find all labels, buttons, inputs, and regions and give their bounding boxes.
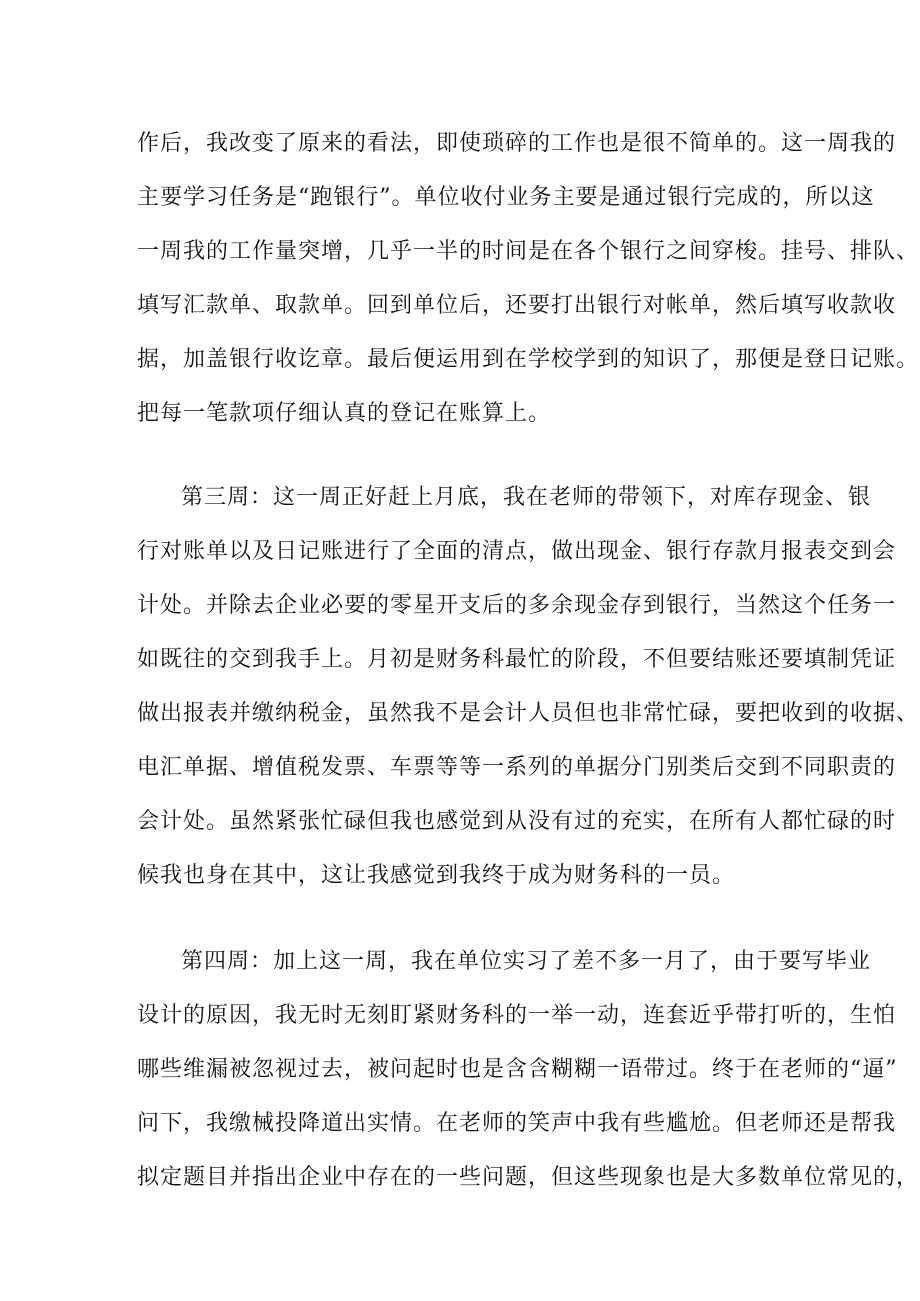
text-line: 作后，我改变了原来的看法，即使琐碎的工作也是很不简单的。这一周我的 — [137, 131, 897, 156]
text-line: 会计处。虽然紧张忙碌但我也感觉到从没有过的充实，在所有人都忙碌的时 — [137, 809, 897, 834]
text-line: 计处。并除去企业必要的零星开支后的多余现金存到银行，当然这个任务一 — [137, 593, 897, 618]
text-line: 候我也身在其中，这让我感觉到我终于成为财务科的一员。 — [137, 863, 736, 888]
text-line: 主要学习任务是“跑银行”。单位收付业务主要是通过银行完成的，所以这 — [137, 185, 875, 210]
text-line: 拟定题目并指出企业中存在的一些问题，但这些现象也是大多数单位常见的， — [137, 1165, 920, 1190]
text-line: 第四周：加上这一周，我在单位实习了差不多一月了，由于要写毕业 — [181, 949, 872, 974]
text-line: 把每一笔款项仔细认真的登记在账算上。 — [137, 401, 552, 426]
text-line: 哪些维漏被忽视过去，被问起时也是含含糊糊一语带过。终于在老师的“逼” — [137, 1057, 898, 1082]
text-line: 设计的原因，我无时无刻盯紧财务科的一举一动，连套近乎带打听的，生怕 — [137, 1003, 897, 1028]
text-line: 问下，我缴械投降道出实情。在老师的笑声中我有些尴尬。但老师还是帮我 — [137, 1111, 897, 1136]
text-line: 电汇单据、增值税发票、车票等等一系列的单据分门别类后交到不同职责的 — [137, 755, 897, 780]
text-line: 一周我的工作量突增，几乎一半的时间是在各个银行之间穿梭。挂号、排队、 — [137, 239, 920, 264]
paragraph-week-four — [137, 935, 920, 1205]
document-body — [137, 117, 920, 1205]
text-line: 填写汇款单、取款单。回到单位后，还要打出银行对帐单，然后填写收款收 — [137, 293, 897, 318]
paragraph-week-two — [137, 117, 920, 441]
text-line: 做出报表并缴纳税金，虽然我不是会计人员但也非常忙碌，要把收到的收据、 — [137, 701, 920, 726]
paragraph-week-three — [137, 471, 920, 903]
text-line: 如既往的交到我手上。月初是财务科最忙的阶段，不但要结账还要填制凭证 — [137, 647, 897, 672]
text-line: 据，加盖银行收讫章。最后便运用到在学校学到的知识了，那便是登日记账。 — [137, 347, 920, 372]
text-line: 第三周：这一周正好赶上月底，我在老师的带领下，对库存现金、银 — [181, 485, 872, 510]
text-line: 行对账单以及日记账进行了全面的清点，做出现金、银行存款月报表交到会 — [137, 539, 897, 564]
